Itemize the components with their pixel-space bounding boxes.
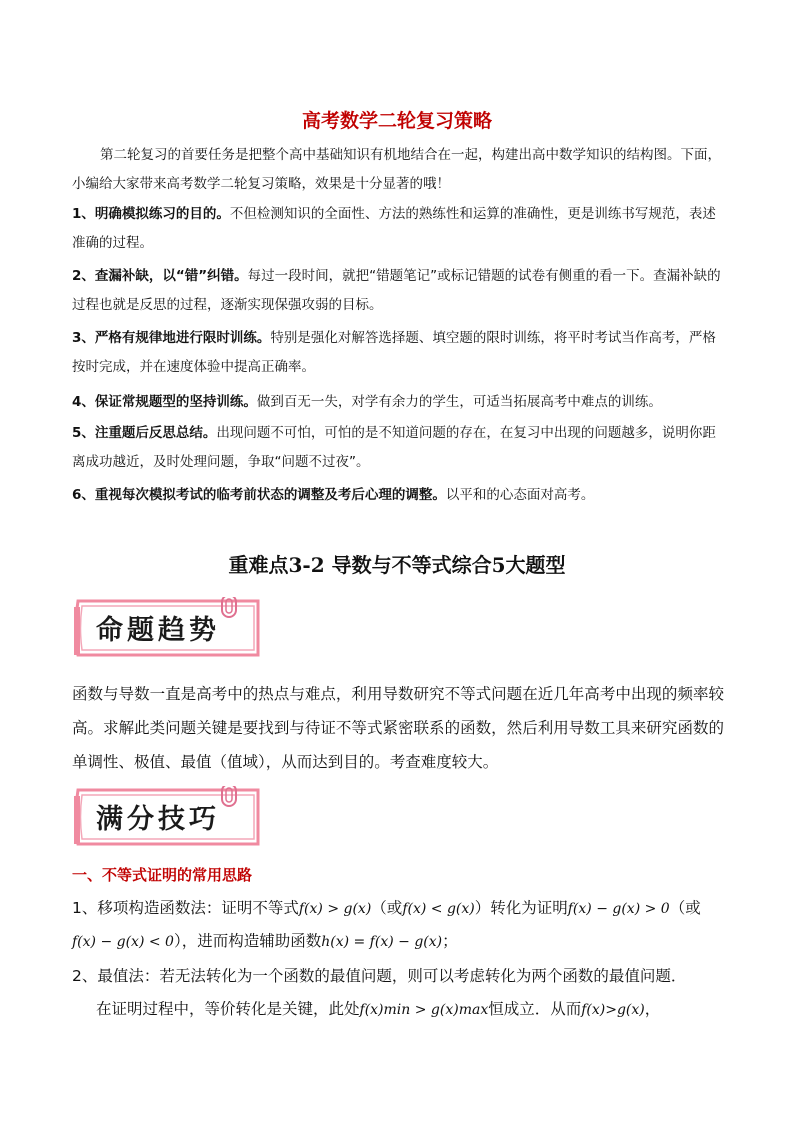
- section-heading: 一、不等式证明的常用思路: [72, 866, 253, 884]
- topic-heading: 重难点3-2 导数与不等式综合5大题型: [228, 553, 566, 577]
- strategy-lead: 4、保证常规题型的坚持训练。: [72, 394, 257, 410]
- strategy-lead: 2、查漏补缺，以“错”纠错。: [72, 268, 248, 284]
- strategy-text: 每过一段时间，就把“错题笔记”或标记错题的试卷有侧重的看一下。查漏补缺的过程也就是反思的过程，逐渐实现保强攻弱的目标。: [72, 268, 721, 313]
- banner-trend-label: 命题趋势: [96, 615, 220, 646]
- method-1-line-1: [72, 893, 732, 924]
- method-2-line-1: 2、最值法：若无法转化为一个函数的最值问题，则可以考虑转化为两个函数的最值问题．: [72, 967, 687, 985]
- method-text: 1、移项构造函数法：证明不等式: [72, 899, 299, 917]
- math-inequality: f(x)min > g(x)max: [359, 1002, 489, 1018]
- math-inequality: f(x)>g(x): [581, 1002, 645, 1018]
- strategy-item-1: [72, 200, 724, 258]
- method-text: ；: [442, 932, 458, 950]
- strategy-text: 不但检测知识的全面性、方法的熟练性和运算的准确性，更是训练书写规范，表述准确的过程。: [72, 206, 716, 251]
- math-expression: h(x) = f(x) − g(x): [321, 934, 443, 950]
- strategy-lead: 1、明确模拟练习的目的。: [72, 206, 230, 222]
- doc-title: 高考数学二轮复习策略: [301, 110, 492, 132]
- strategy-item-5: [72, 419, 724, 477]
- method-1-line-2: [72, 926, 732, 957]
- strategy-item-2: [72, 262, 724, 320]
- method-text: 在证明过程中，等价转化是关键，此处: [96, 1000, 360, 1018]
- strategy-text: 做到百无一失，对学有余力的学生，可适当拓展高考中难点的训练。: [256, 394, 662, 410]
- method-text: ）转化为证明: [474, 899, 568, 917]
- math-inequality: f(x) > g(x): [298, 901, 372, 917]
- math-inequality: f(x) − g(x) > 0: [567, 901, 670, 917]
- method-text: ，: [644, 1000, 661, 1018]
- banner-tips-label: 满分技巧: [96, 804, 220, 835]
- method-text: （或: [669, 899, 701, 917]
- math-inequality: f(x) < g(x): [402, 901, 475, 917]
- strategy-item-3: [72, 324, 724, 382]
- method-text: ），进而构造辅助函数: [173, 932, 322, 950]
- trend-paragraph: 函数与导数一直是高考中的热点与难点，利用导数研究不等式问题在近几年高考中出现的频率较高。求解此类问题关键是要找到与待证不等式紧密联系的函数，然后利用导数工具来研究函数的单调性、极值、最值（值域），从而达到目的。考查难度较大。: [72, 685, 724, 771]
- strategy-item-4: [72, 388, 724, 417]
- strategy-text: 特别是强化对解答选择题、填空题的限时训练，将平时考试当作高考，严格按时完成，并在速度体验中提高正确率。: [72, 330, 716, 375]
- strategy-text: 出现问题不可怕，可怕的是不知道问题的存在，在复习中出现的问题越多，说明你距离成功越近，及时处理问题，争取“问题不过夜”。: [72, 425, 716, 470]
- method-2-line-2: [96, 994, 756, 1025]
- math-inequality: f(x) − g(x) < 0: [72, 934, 174, 950]
- strategy-lead: 3、严格有规律地进行限时训练。: [72, 330, 271, 346]
- intro-paragraph: 第二轮复习的首要任务是把整个高中基础知识有机地结合在一起，构建出高中数学知识的结构图。下面，小编给大家带来高考数学二轮复习策略，效果是十分显著的哦！: [72, 147, 721, 192]
- banner-trend: [72, 597, 262, 659]
- strategy-item-6: [72, 481, 724, 510]
- method-text: 恒成立．从而: [488, 1000, 582, 1018]
- strategy-lead: 6、重视每次模拟考试的临考前状态的调整及考后心理的调整。: [72, 487, 446, 503]
- strategy-lead: 5、注重题后反思总结。: [72, 425, 217, 441]
- banner-tips: [72, 786, 262, 848]
- strategy-text: 以平和的心态面对高考。: [445, 487, 595, 503]
- method-text: （或: [371, 899, 403, 917]
